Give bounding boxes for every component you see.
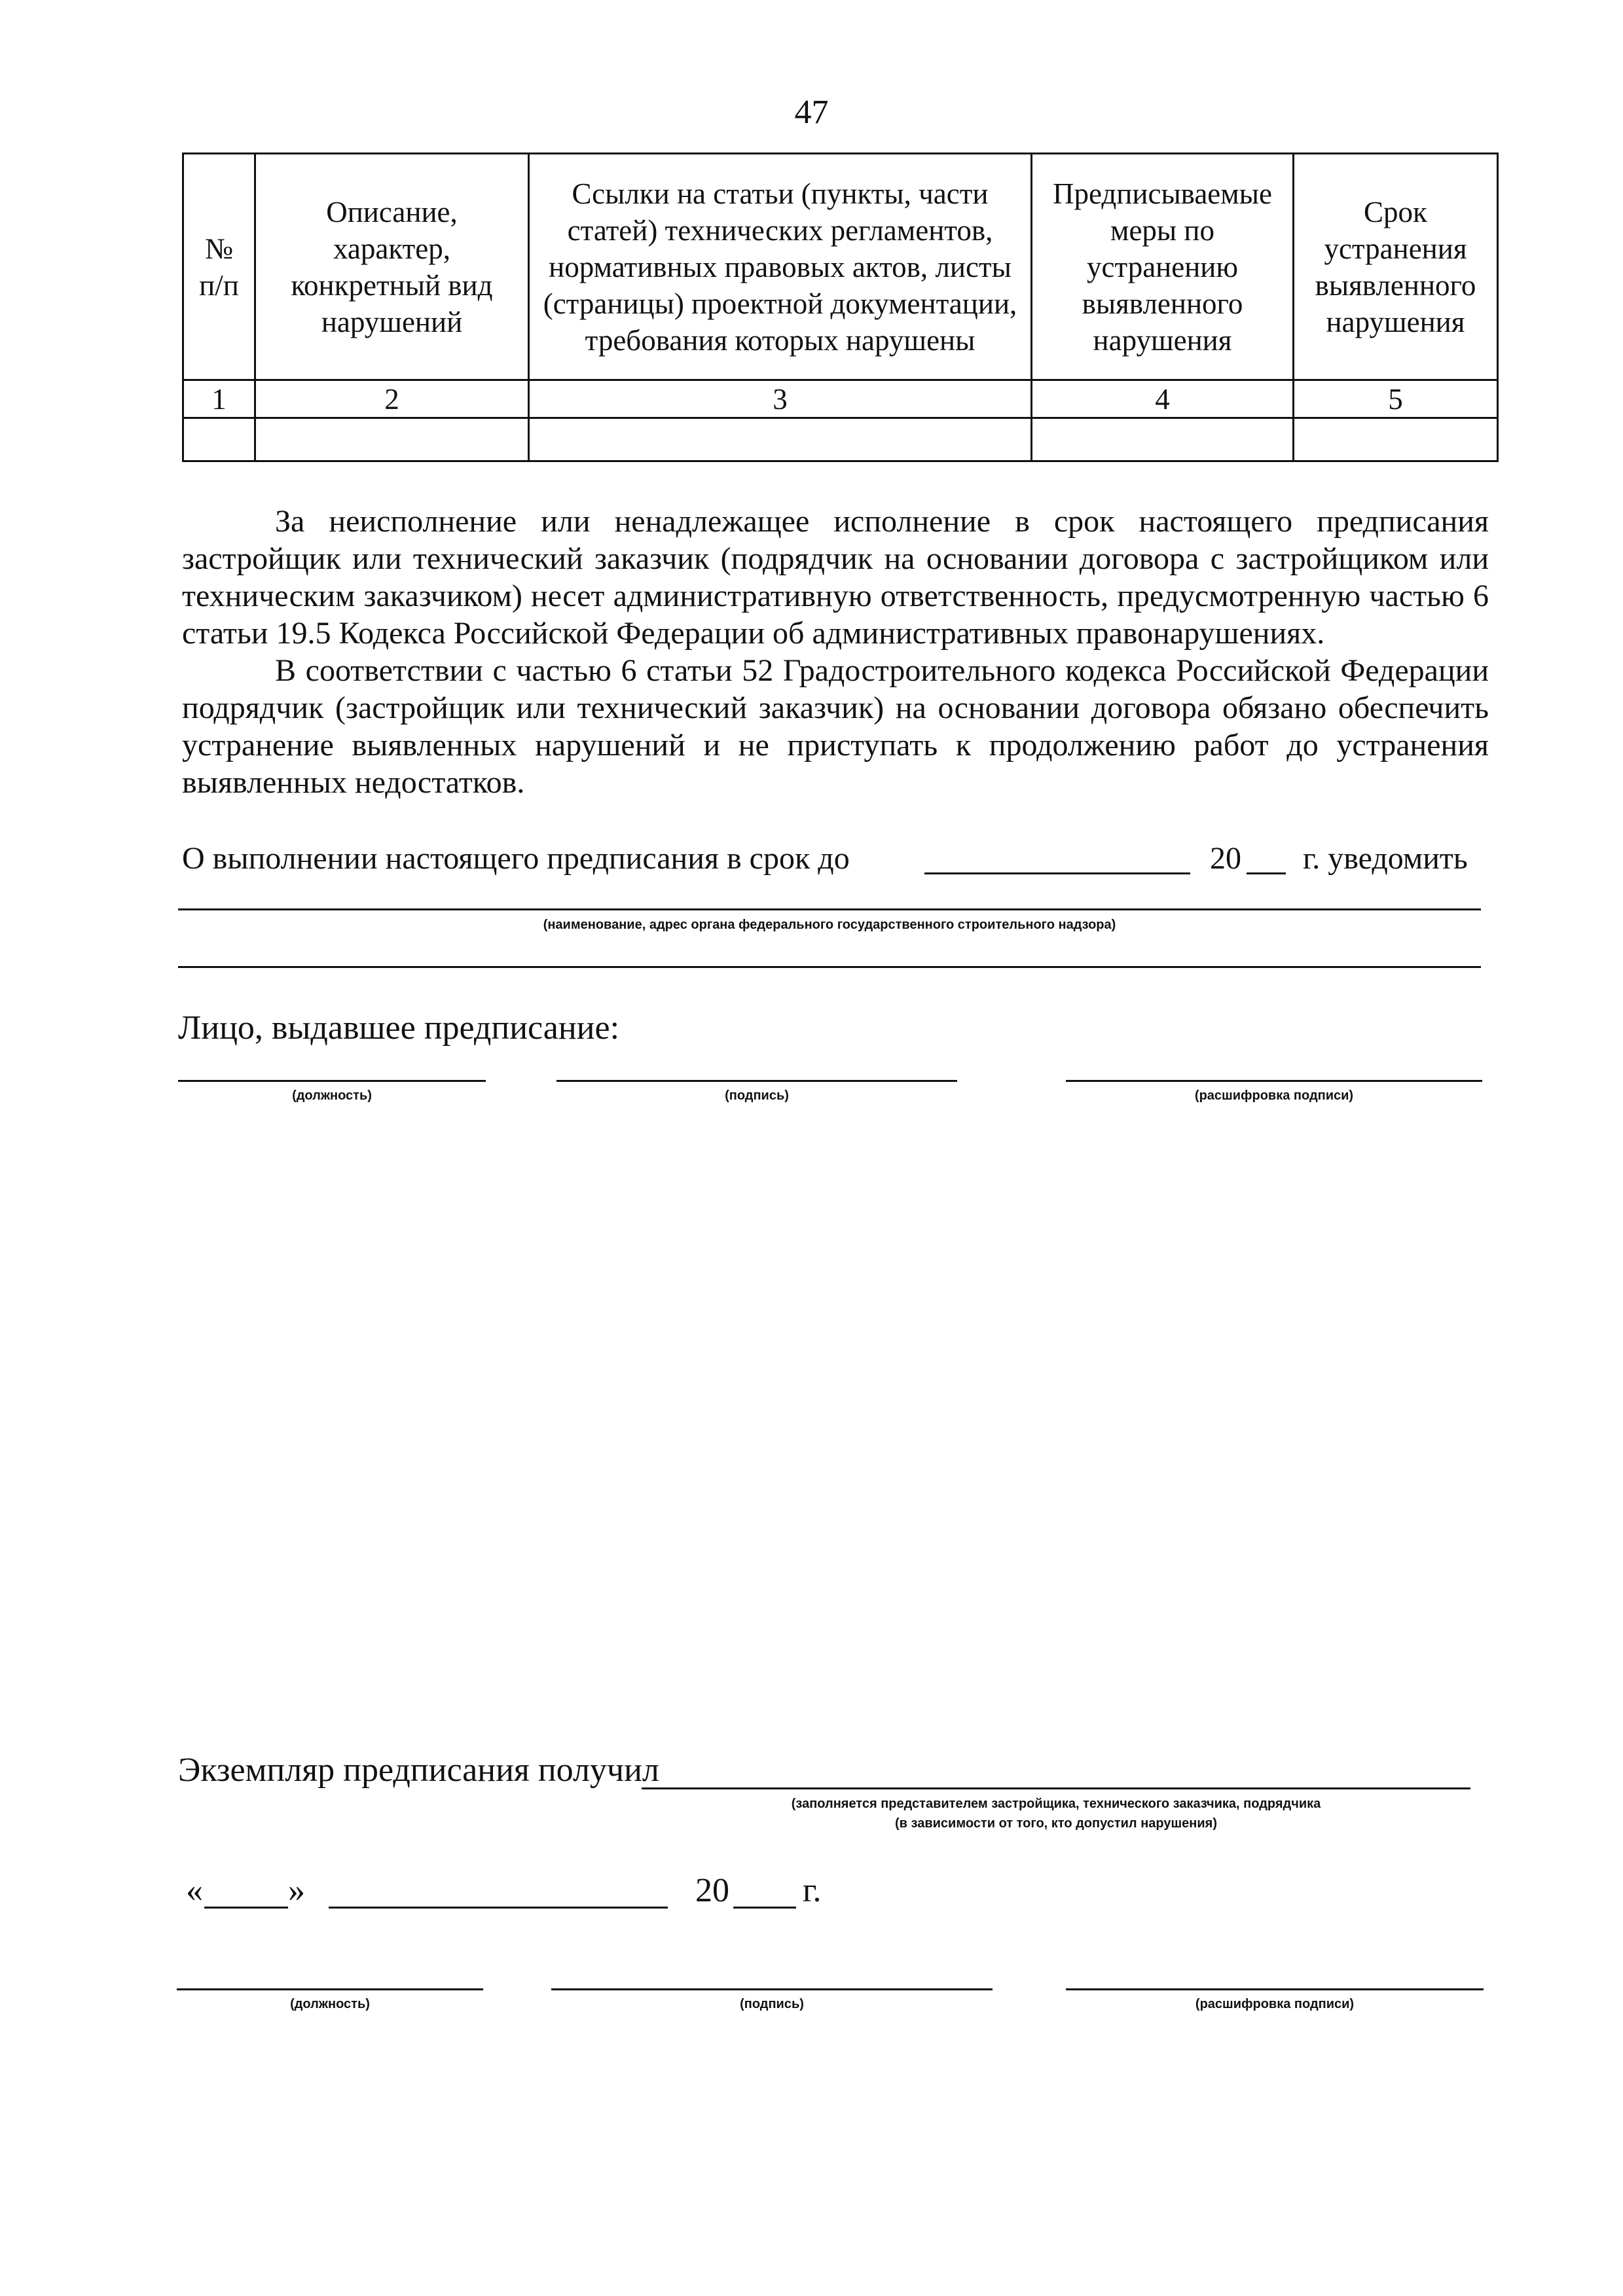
authority-line-2[interactable]	[178, 966, 1481, 968]
table-cell	[183, 418, 255, 461]
deadline-date-line[interactable]	[924, 872, 1190, 874]
header-description: Описание, характер, конкретный вид нарушений	[255, 154, 529, 380]
table-cell: 2	[255, 380, 529, 418]
table-cell	[1294, 418, 1498, 461]
table-cell	[1032, 418, 1294, 461]
page-number: 47	[794, 94, 829, 131]
recipient-caption-2: (в зависимости от того, кто допустил нарушения)	[895, 1816, 1217, 1831]
table-cell: 1	[183, 380, 255, 418]
issuer-signature-caption: (подпись)	[725, 1088, 789, 1103]
recipient-name-caption: (расшифровка подписи)	[1195, 1997, 1355, 2011]
recipient-position-caption: (должность)	[290, 1997, 370, 2011]
recipient-line[interactable]	[642, 1787, 1470, 1789]
table-cell	[529, 418, 1032, 461]
issuer-name-line[interactable]	[1066, 1080, 1482, 1082]
date-year-suffix: г.	[803, 1872, 822, 1909]
notice-suffix: г. уведомить	[1303, 841, 1468, 876]
compliance-paragraph: В соответствии с частью 6 статьи 52 Градостроительного кодекса Российской Федерации подрядчик (застройщик или технический заказчик) на основании договора обязано обеспечить устранение выявленных нарушений и не приступать к продолжению работ до устранения выявленных недостатков.	[182, 653, 1489, 800]
table-number-row	[183, 380, 1498, 418]
header-measures: Предписываемые меры по устранению выявленного нарушения	[1032, 154, 1294, 380]
violations-table	[182, 152, 1499, 462]
month-line[interactable]	[329, 1907, 668, 1909]
quote-close: »	[288, 1872, 305, 1909]
liability-paragraph: За неисполнение или ненадлежащее исполнение в срок настоящего предписания застройщик или технический заказчик (подрядчик на основании договора с застройщиком или техническим заказчиком) несет административную ответственность, предусмотренную частью 6 статьи 19.5 Кодекса Российской Федерации об административных правонарушениях.	[182, 504, 1489, 651]
issuer-name-caption: (расшифровка подписи)	[1194, 1088, 1354, 1103]
header-deadline: Срок устранения выявленного нарушения	[1294, 154, 1498, 380]
issuer-position-line[interactable]	[178, 1080, 486, 1082]
recipient-signature-line[interactable]	[551, 1988, 993, 1990]
table-header-row	[183, 154, 1498, 380]
issuer-signature-line[interactable]	[556, 1080, 957, 1082]
recipient-position-line[interactable]	[177, 1988, 483, 1990]
day-line[interactable]	[204, 1907, 288, 1909]
quote-open: «	[186, 1872, 203, 1909]
table-cell: 4	[1032, 380, 1294, 418]
header-number: № п/п	[183, 154, 255, 380]
table-cell: 3	[529, 380, 1032, 418]
date-year-line[interactable]	[733, 1907, 796, 1909]
recipient-name-line[interactable]	[1066, 1988, 1484, 1990]
table-row	[183, 418, 1498, 461]
deadline-year-line[interactable]	[1247, 872, 1286, 874]
notice-year-prefix: 20	[1210, 841, 1241, 876]
notice-prefix: О выполнении настоящего предписания в срок до	[182, 841, 850, 876]
date-year-prefix: 20	[695, 1872, 729, 1909]
authority-line[interactable]	[178, 908, 1481, 910]
issuer-label: Лицо, выдавшее предписание:	[178, 1009, 620, 1047]
recipient-caption-1: (заполняется представителем застройщика, технического заказчика, подрядчика	[791, 1797, 1321, 1811]
table-cell: 5	[1294, 380, 1498, 418]
issuer-position-caption: (должность)	[292, 1088, 372, 1103]
recipient-signature-caption: (подпись)	[740, 1997, 804, 2011]
header-references: Ссылки на статьи (пункты, части статей) технических регламентов, нормативных правовых актов, листы (страницы) проектной документации, требования которых нарушены	[529, 154, 1032, 380]
table-cell	[255, 418, 529, 461]
recipient-label: Экземпляр предписания получил	[178, 1751, 659, 1789]
authority-caption: (наименование, адрес органа федерального государственного строительного надзора)	[543, 918, 1116, 932]
